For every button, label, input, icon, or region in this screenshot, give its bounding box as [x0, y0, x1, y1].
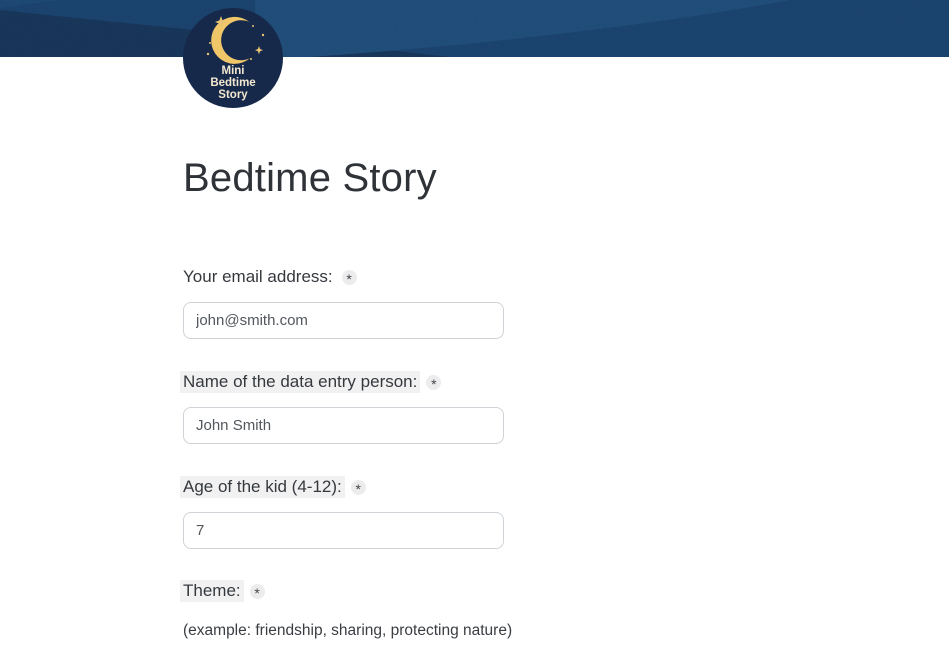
email-label	[183, 266, 357, 288]
age-label	[183, 476, 366, 498]
required-asterisk-icon: *	[342, 270, 357, 285]
age-label-text: Age of the kid (4-12):	[183, 477, 342, 496]
app-logo	[183, 8, 283, 108]
theme-label-text: Theme:	[183, 581, 241, 600]
email-input[interactable]	[183, 302, 504, 339]
header-wave-art	[0, 0, 949, 57]
required-asterisk-icon: *	[351, 480, 366, 495]
svg-text:Story: Story	[218, 89, 248, 101]
theme-helper-text: (example: friendship, sharing, protecting nature)	[183, 622, 513, 639]
required-asterisk-icon: *	[426, 375, 441, 390]
header-banner	[0, 0, 949, 57]
svg-text:Bedtime: Bedtime	[210, 77, 256, 89]
page-title: Bedtime Story	[183, 156, 437, 200]
theme-label	[183, 580, 265, 602]
svg-text:Mini: Mini	[221, 65, 245, 77]
email-label-text: Your email address:	[183, 267, 333, 286]
name-label	[183, 371, 441, 393]
age-input[interactable]	[183, 512, 504, 549]
name-input[interactable]	[183, 407, 504, 444]
name-label-text: Name of the data entry person:	[183, 372, 418, 391]
required-asterisk-icon: *	[250, 584, 265, 599]
